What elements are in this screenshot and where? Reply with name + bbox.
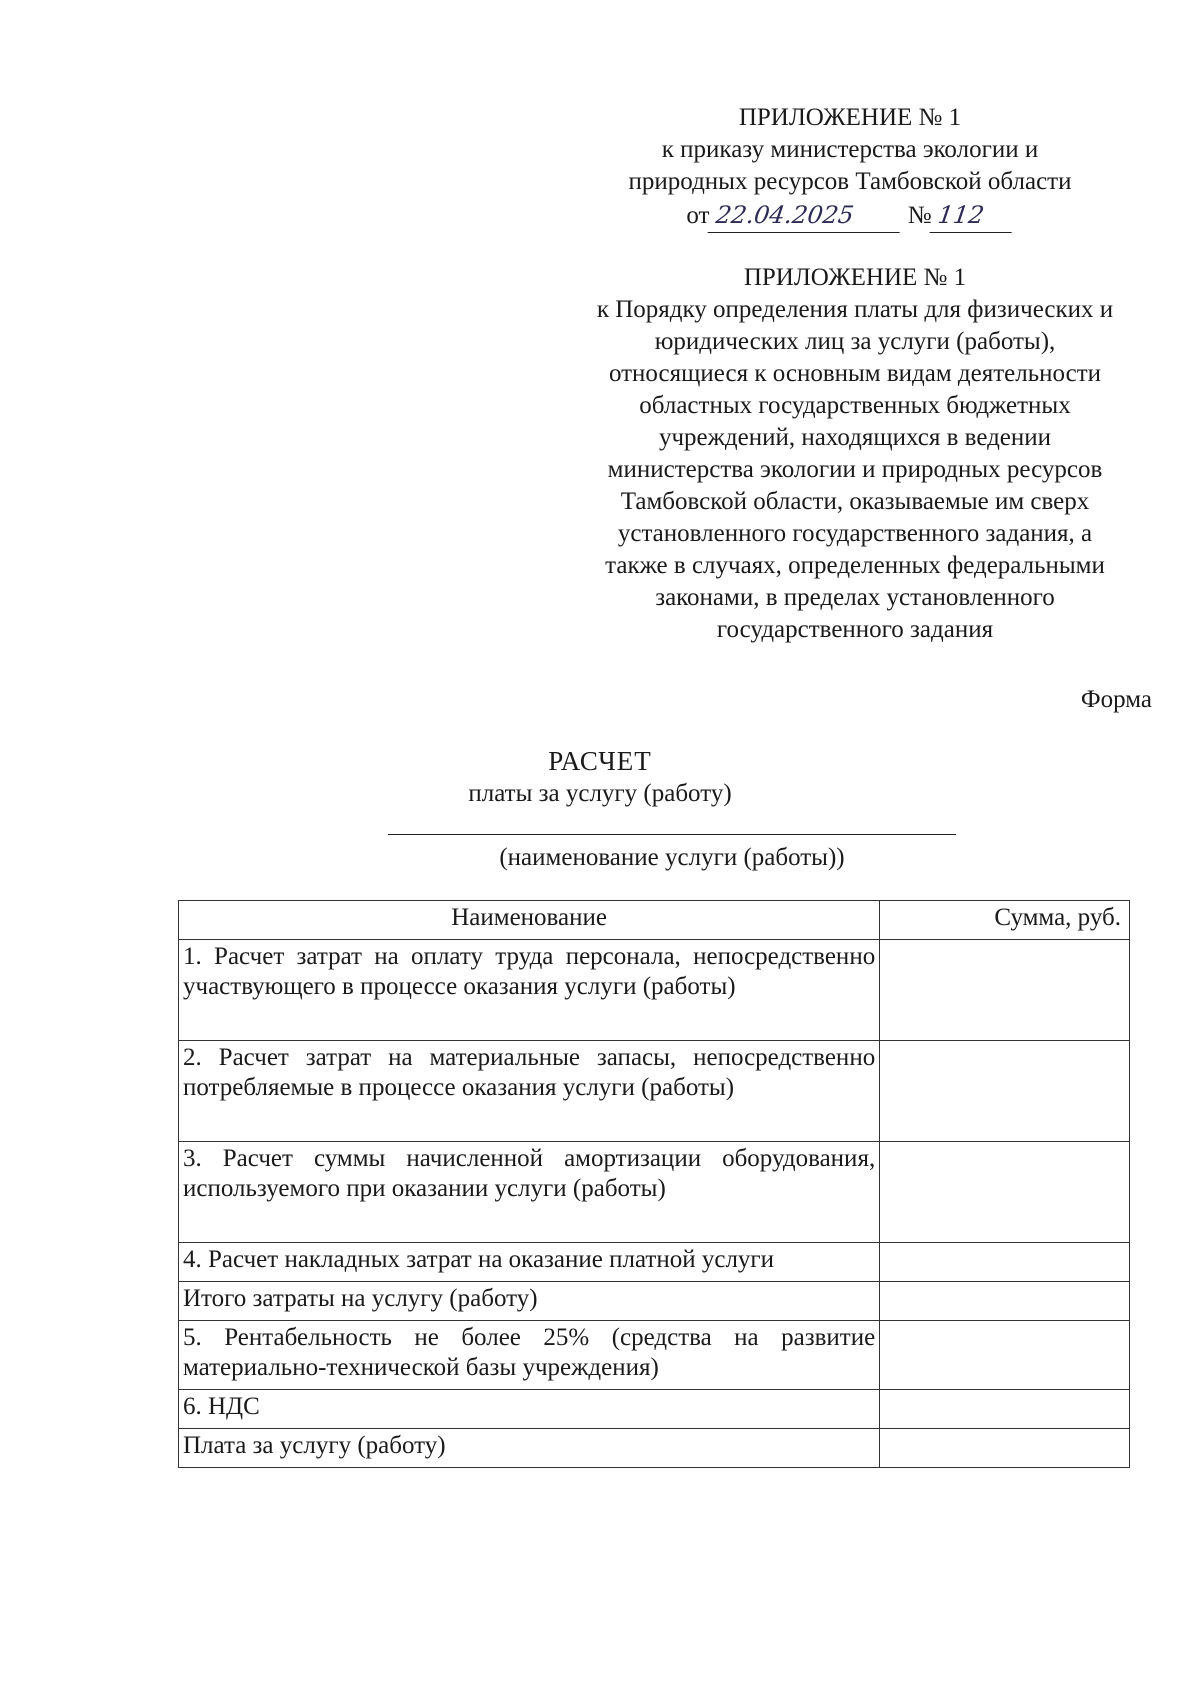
table-row [179, 1321, 1130, 1390]
table-header-row [179, 901, 1130, 940]
appendix-procedure-line: государственного задания [716, 616, 994, 643]
row-name: 4. Расчет накладных затрат на оказание платной услуги [179, 1243, 880, 1282]
appendix-procedure-line: министерства экологии и природных ресурсов [607, 456, 1103, 483]
row-sum [880, 1429, 1130, 1468]
row-name: Итого затраты на услугу (работу) [179, 1282, 880, 1321]
row-sum [880, 940, 1130, 1041]
header-name: Наименование [179, 901, 880, 940]
table-row [179, 1390, 1130, 1429]
appendix-procedure-block [540, 262, 1170, 646]
table-row [179, 940, 1130, 1041]
row-sum [880, 1243, 1130, 1282]
service-name-blank-line [388, 834, 956, 835]
service-name-caption: (наименование услуги (работы)) [499, 844, 845, 871]
row-sum [880, 1390, 1130, 1429]
table-row [179, 1142, 1130, 1243]
row-name: 5. Рентабельность не более 25% (средства на развитие материально-технической базы учреждения) [179, 1321, 880, 1390]
appendix-procedure-line: относящиеся к основным видам деятельности [608, 360, 1102, 387]
table-row [179, 1429, 1130, 1468]
row-name: 6. НДС [179, 1390, 880, 1429]
table-row [179, 1041, 1130, 1142]
row-name: Плата за услугу (работу) [179, 1429, 880, 1468]
row-name: 2. Расчет затрат на материальные запасы, непосредственно потребляемые в процессе оказания услуги (работы) [179, 1041, 880, 1142]
appendix-procedure-line: Тамбовской области, оказываемые им сверх [620, 488, 1090, 515]
appendix-procedure-line: областных государственных бюджетных [639, 392, 1071, 419]
row-sum [880, 1282, 1130, 1321]
appendix-procedure-line: установленного государственного задания, а [617, 520, 1093, 547]
handwritten-date: 22.04.2025 [707, 198, 904, 233]
row-sum [880, 1321, 1130, 1390]
title-sub: платы за услугу (работу) [468, 780, 732, 807]
appendix-order-heading: ПРИЛОЖЕНИЕ № 1 [738, 104, 962, 131]
header-sum: Сумма, руб. [880, 901, 1130, 940]
appendix-procedure-heading: ПРИЛОЖЕНИЕ № 1 [743, 264, 967, 291]
appendix-procedure-line: к Порядку определения платы для физических и [596, 296, 1114, 323]
appendix-order-line: природных ресурсов Тамбовской области [628, 168, 1072, 195]
row-sum [880, 1142, 1130, 1243]
appendix-procedure-line: также в случаях, определенных федеральными [605, 552, 1105, 579]
handwritten-number: 112 [929, 198, 1016, 233]
number-prefix: № [907, 202, 932, 229]
row-sum [880, 1041, 1130, 1142]
order-date-row [560, 198, 1140, 233]
title-main: РАСЧЕТ [548, 746, 652, 776]
appendix-order-block [560, 102, 1140, 233]
appendix-procedure-line: учреждений, находящихся в ведении [658, 424, 1052, 451]
table-row [179, 1243, 1130, 1282]
appendix-procedure-line: законами, в пределах установленного [655, 584, 1055, 611]
calculation-table [178, 900, 1130, 1468]
document-title [290, 744, 910, 810]
appendix-procedure-line: юридических лиц за услуги (работы), [654, 328, 1056, 355]
date-prefix: от [686, 202, 710, 229]
row-name: 1. Расчет затрат на оплату труда персонала, непосредственно участвующего в процессе оказания услуги (работы) [179, 940, 880, 1041]
form-label: Форма [1080, 686, 1152, 713]
row-name: 3. Расчет суммы начисленной амортизации оборудования, используемого при оказании услуги (работы) [179, 1142, 880, 1243]
table-row [179, 1282, 1130, 1321]
appendix-order-line: к приказу министерства экологии и [661, 136, 1039, 163]
